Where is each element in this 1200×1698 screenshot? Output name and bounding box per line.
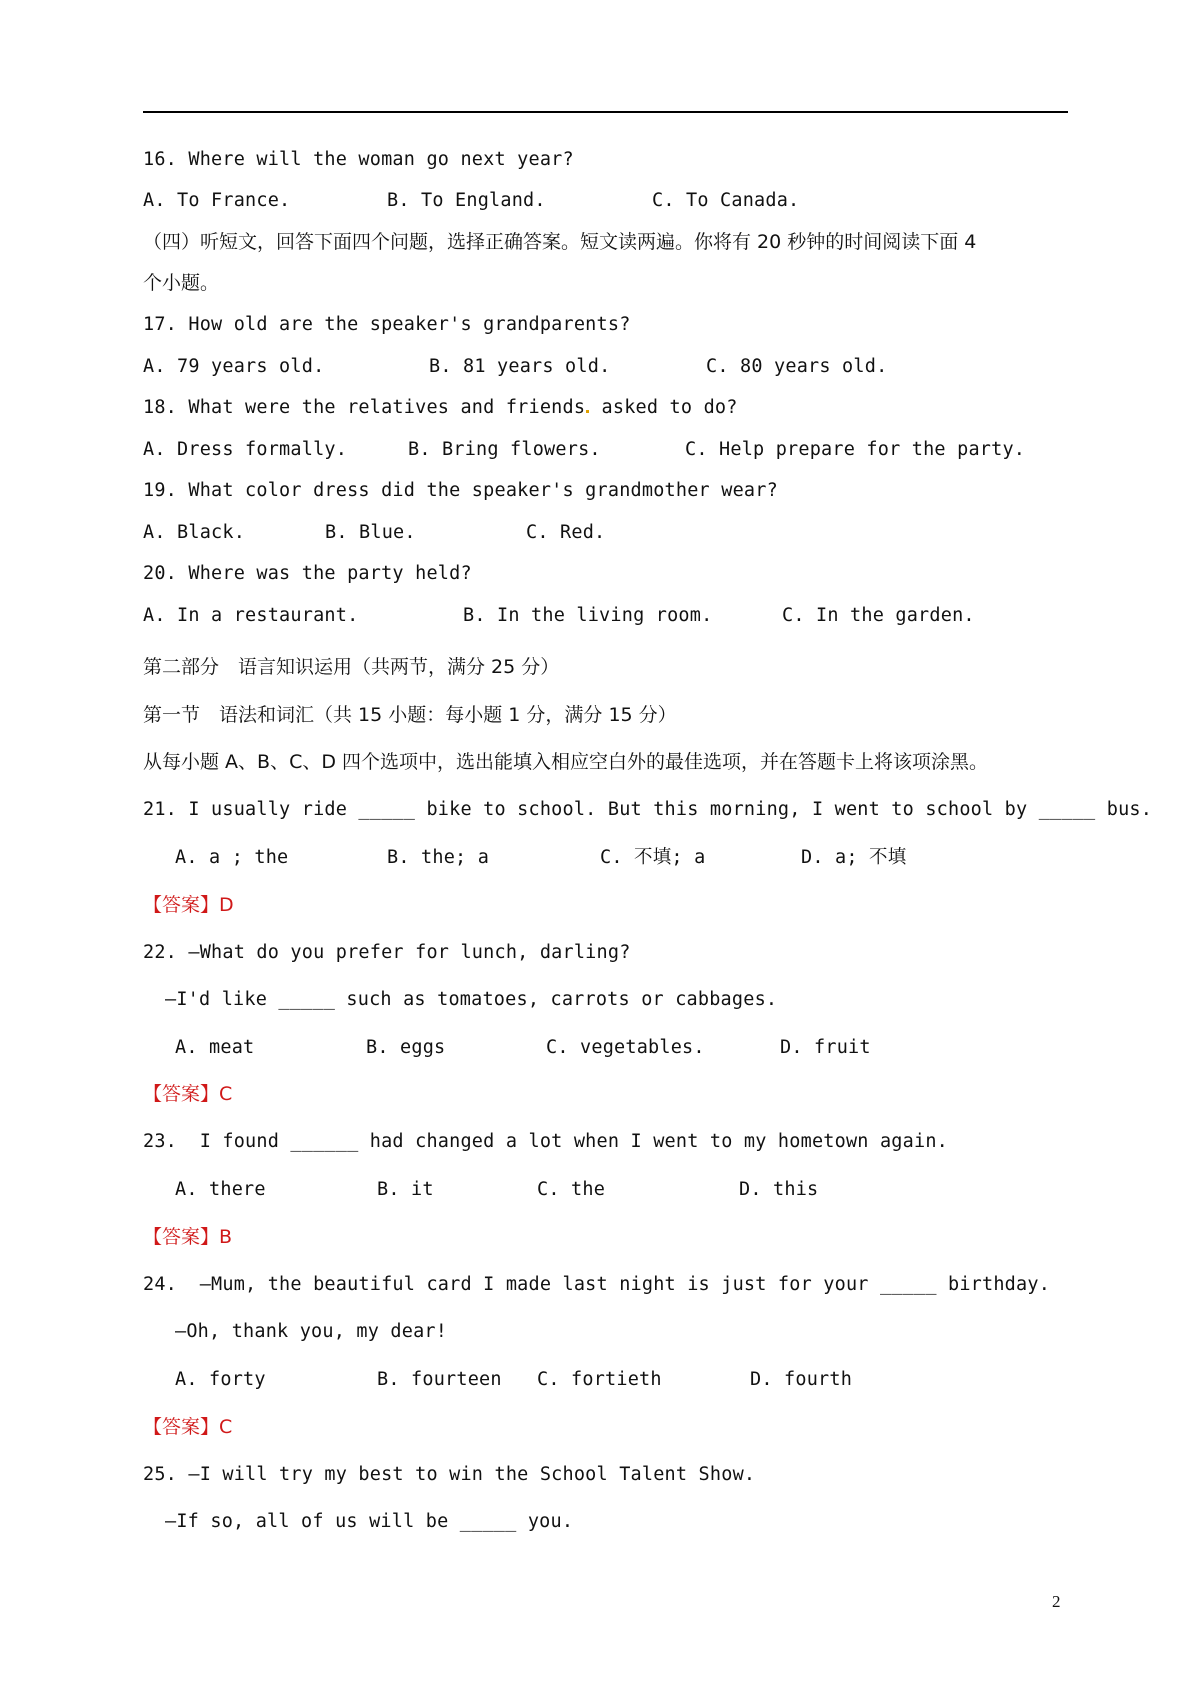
question-18-text: 18. What were the relatives and friends <box>143 397 586 418</box>
option-19a: A. Black. <box>143 522 246 543</box>
option-22d: D. fruit <box>780 1037 871 1058</box>
question-25-reply: —If so, all of us will be _____ you. <box>165 1511 574 1532</box>
option-24b: B. fourteen <box>377 1369 502 1390</box>
option-21a: A. a ; the <box>175 847 289 868</box>
question-18 <box>143 396 738 420</box>
option-22c: C. vegetables. <box>546 1037 705 1058</box>
question-24-reply: —Oh, thank you, my dear! <box>175 1321 448 1342</box>
part-2-heading: 第二部分 语言知识运用（共两节，满分 25 分） <box>143 656 560 678</box>
section-1-heading: 第一节 语法和词汇（共 15 小题：每小题 1 分，满分 15 分） <box>143 704 677 726</box>
question-19: 19. What color dress did the speaker's grandmother wear? <box>143 480 778 501</box>
question-18-text-end: asked to do? <box>590 397 738 418</box>
question-16: 16. Where will the woman go next year? <box>143 149 574 170</box>
option-19b: B. Blue. <box>325 522 416 543</box>
option-22a: A. meat <box>175 1037 255 1058</box>
question-21: 21. I usually ride _____ bike to school. But this morning, I went to school by _____ bus. <box>143 799 1153 820</box>
option-20b: B. In the living room. <box>463 605 713 626</box>
option-20c: C. In the garden. <box>782 605 975 626</box>
question-23: 23. I found ______ had changed a lot when I went to my hometown again. <box>143 1131 948 1152</box>
option-24d: D. fourth <box>750 1369 853 1390</box>
answer-21: 【答案】D <box>143 894 234 916</box>
header-rule <box>143 111 1068 113</box>
option-21b: B. the; a <box>387 847 490 868</box>
option-18c: C. Help prepare for the party. <box>685 439 1026 460</box>
answer-24: 【答案】C <box>143 1416 233 1438</box>
option-16c: C. To Canada. <box>652 190 800 211</box>
option-17b: B. 81 years old. <box>429 356 611 377</box>
question-17: 17. How old are the speaker's grandparents? <box>143 314 631 335</box>
question-24: 24. —Mum, the beautiful card I made last night is just for your _____ birthday. <box>143 1274 1051 1295</box>
page-number: 2 <box>1052 1592 1061 1611</box>
option-21c: C. 不填; a <box>600 847 706 868</box>
question-20: 20. Where was the party held? <box>143 563 472 584</box>
option-23b: B. it <box>377 1179 434 1200</box>
option-18b: B. Bring flowers. <box>408 439 601 460</box>
option-16a: A. To France. <box>143 190 291 211</box>
section-4-instruction: （四）听短文，回答下面四个问题，选择正确答案。短文读两遍。你将有 20 秒钟的时间阅读下面 4 <box>143 231 977 253</box>
option-16b: B. To England. <box>387 190 546 211</box>
question-22-reply: —I'd like _____ such as tomatoes, carrots or cabbages. <box>165 989 778 1010</box>
option-17a: A. 79 years old. <box>143 356 325 377</box>
answer-23: 【答案】B <box>143 1226 233 1248</box>
section-4-instruction-cont: 个小题。 <box>143 272 220 294</box>
question-22: 22. —What do you prefer for lunch, darling? <box>143 942 631 963</box>
option-24c: C. fortieth <box>537 1369 662 1390</box>
stray-dot-mark <box>586 410 589 413</box>
option-19c: C. Red. <box>526 522 606 543</box>
section-1-instruction: 从每小题 A、B、C、D 四个选项中，选出能填入相应空白外的最佳选项，并在答题卡上将该项涂黑。 <box>143 751 989 773</box>
answer-22: 【答案】C <box>143 1083 233 1105</box>
option-23a: A. there <box>175 1179 266 1200</box>
question-25: 25. —I will try my best to win the School Talent Show. <box>143 1464 756 1485</box>
option-17c: C. 80 years old. <box>706 356 888 377</box>
option-24a: A. forty <box>175 1369 266 1390</box>
option-23c: C. the <box>537 1179 606 1200</box>
option-23d: D. this <box>739 1179 819 1200</box>
option-20a: A. In a restaurant. <box>143 605 359 626</box>
option-18a: A. Dress formally. <box>143 439 348 460</box>
option-21d: D. a; 不填 <box>801 847 907 868</box>
option-22b: B. eggs <box>366 1037 446 1058</box>
